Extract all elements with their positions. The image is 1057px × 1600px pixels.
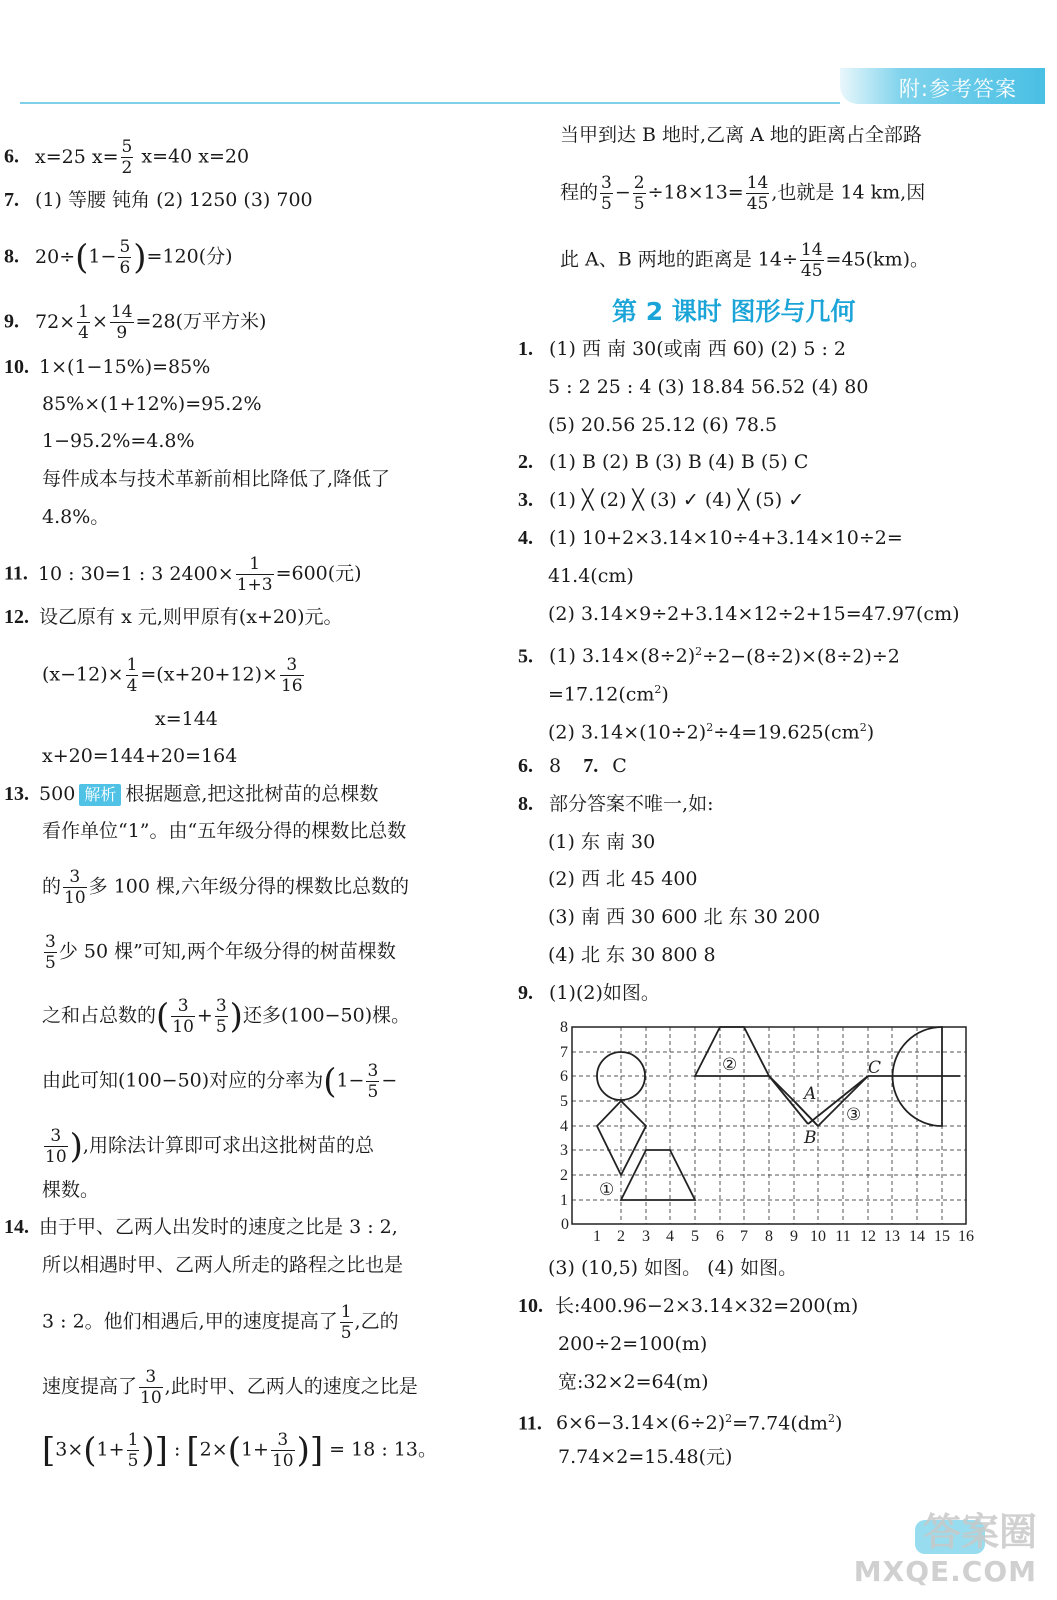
q-number: 14. (4, 1216, 29, 1238)
right-q5-l1: 5. (1) $3.14\times(8\div 2)^2\div 2-(8\div 2)\times(8\div 2)\div 2$ (518, 645, 900, 668)
fraction: $\frac{3}{5}$ (45, 932, 56, 973)
left-q13-l1: 13. 500 解析 根据题意,把这批树苗的总棵数 (4, 783, 379, 805)
q-number: 13. (4, 783, 29, 805)
svg-text:16: 16 (958, 1228, 974, 1245)
q14-line2: 所以相遇时甲、乙两人所走的路程之比也是 (42, 1254, 404, 1276)
svg-text:3: 3 (560, 1142, 568, 1159)
svg-text:7: 7 (560, 1044, 568, 1061)
q10-line5: 4.8%。 (42, 506, 110, 528)
q14-line3: 3 : 2。他们相遇后,甲的速度提高了 $\frac{1}{5}$ ,乙的 (42, 1302, 399, 1343)
right-q11-l1: 11. $6\times 6-3.14\times(6\div 2)^2=7.74(dm^2)$ (518, 1412, 843, 1435)
q-number: 9. (4, 310, 19, 333)
q8-line1: (1) 东 南 30 (548, 831, 656, 853)
fraction: $\frac{14}{45}$ (800, 240, 823, 281)
svg-text:10: 10 (810, 1228, 826, 1245)
q10-line3: 1−95.2%=4.8% (42, 430, 195, 452)
q13-line7: $\frac{3}{10}$ ),用除法计算即可求出这批树苗的总 (45, 1126, 374, 1167)
q-number: 3. (518, 489, 533, 511)
fraction: $\frac{3}{5}$ (367, 1061, 379, 1102)
left-q9: 9. 72× $\frac{1}{4}$ × $\frac{14}{9}$ =28(万平方米) (4, 302, 267, 343)
svg-text:4: 4 (560, 1118, 568, 1135)
q8-line3: (3) 南 西 30 600 北 东 30 200 (548, 906, 821, 928)
left-q6 (4, 137, 249, 178)
q13-line2: 看作单位“1”。由“五年级分得的棵数比总数 (42, 820, 407, 842)
label-shape-3: ③ (846, 1105, 862, 1125)
svg-text:9: 9 (790, 1228, 798, 1245)
q-number: 10. (4, 356, 29, 378)
q-number: 4. (518, 527, 533, 549)
x-axis-ticks (561, 1216, 974, 1245)
svg-text:8: 8 (560, 1019, 568, 1036)
svg-text:2: 2 (617, 1228, 625, 1245)
fraction: $\frac{3}{5}$ (215, 996, 227, 1037)
section-title: 第 2 课时 图形与几何 (612, 297, 856, 326)
grid (572, 1027, 966, 1224)
svg-text:14: 14 (909, 1228, 925, 1245)
fraction: $\frac{1}{4}$ (126, 655, 138, 696)
q14-line5: [3×(1+ $\frac{1}{5}$ )] : [2×(1+ $\frac{3}{10}$ )] = 18 : 13。 (42, 1430, 437, 1471)
label-point-b: B (804, 1128, 817, 1148)
svg-text:6: 6 (716, 1228, 724, 1245)
q5-line3: (2) $3.14\times(10\div 2)^2\div 4=19.625(cm^2)$ (548, 721, 875, 744)
label-shape-1: ① (599, 1180, 615, 1200)
q-number: 5. (518, 645, 533, 668)
fraction: $\frac{3}{16}$ (280, 655, 303, 696)
q-number: 11. (4, 562, 28, 585)
q4-line2: 41.4(cm) (548, 565, 634, 587)
svg-text:6: 6 (560, 1068, 568, 1085)
svg-text:0: 0 (561, 1216, 569, 1233)
q8-line4: (4) 北 东 30 800 8 (548, 944, 716, 966)
coordinate-grid-figure (550, 1012, 980, 1247)
svg-text:1: 1 (560, 1192, 568, 1209)
watermark: 答案圈 MXQE.COM (853, 1510, 1037, 1588)
q13-line4: $\frac{3}{5}$ 少 50 棵”可知,两个年级分得的树苗棵数 (45, 932, 396, 973)
q12-equation: (x−12)× $\frac{1}{4}$ =(x+20+12)× $\frac{3}{16}$ (42, 655, 303, 696)
q6-text: x=25 x= (35, 145, 119, 168)
right-top-line1: 当甲到达 B 地时,乙离 A 地的距离占全部路 (560, 124, 922, 146)
svg-text:11: 11 (835, 1228, 851, 1245)
right-q10-l1: 10. 长:400.96−2×3.14×32=200(m) (518, 1295, 859, 1317)
svg-text:5: 5 (560, 1093, 568, 1110)
q-number: 12. (4, 606, 29, 628)
fraction: $\frac{3}{10}$ (140, 1367, 162, 1408)
q-number: 9. (518, 982, 533, 1004)
q12-line4: x+20=144+20=164 (42, 745, 238, 767)
q-number: 11. (518, 1412, 542, 1435)
q-number: 2. (518, 451, 533, 473)
right-q6-q7: 6. 8 7. C (518, 755, 627, 777)
svg-text:12: 12 (860, 1228, 876, 1245)
q6-text2: x=40 x=20 (135, 145, 250, 168)
svg-text:13: 13 (884, 1228, 900, 1245)
fraction: $\frac{2}{5}$ (633, 173, 645, 214)
fraction: $\frac{3}{10}$ (172, 996, 194, 1037)
svg-text:2: 2 (560, 1167, 568, 1184)
left-q12: 12. 设乙原有 x 元,则甲原有(x+20)元。 (4, 606, 343, 628)
y-axis-ticks (560, 1019, 568, 1209)
q13-line8: 棵数。 (42, 1179, 100, 1201)
q1-line2: 5 : 2 25 : 4 (3) 18.84 56.52 (4) 80 (548, 376, 869, 398)
right-q2: 2. (1) B (2) B (3) B (4) B (5) C (518, 451, 809, 473)
q13-line6: 由此可知(100−50)对应的分率为(1− $\frac{3}{5}$ − (42, 1061, 398, 1102)
left-q10: 10. 1×(1−15%)=85% (4, 356, 211, 378)
left-q11: 11. 10 : 30=1 : 3 2400× $\frac{1}{1+3}$ =600(元) (4, 554, 362, 595)
fraction: $\frac{5}{6}$ (119, 237, 131, 278)
label-shape-2: ② (722, 1055, 738, 1075)
fraction: $\frac{5}{2}$ (121, 137, 133, 178)
q-number: 7. (4, 189, 19, 211)
left-q7 (4, 187, 313, 213)
right-top-line2: 程的 $\frac{3}{5}$ − $\frac{2}{5}$ ÷18×13= $\frac{14}{45}$ ,也就是 14 km,因 (560, 173, 926, 214)
svg-text:1: 1 (593, 1228, 601, 1245)
q-number: 8. (4, 245, 19, 268)
q10-line3: 宽:32×2=64(m) (558, 1371, 709, 1393)
fraction: $\frac{1}{4}$ (78, 302, 89, 343)
fraction: $\frac{14}{45}$ (746, 173, 769, 214)
svg-text:15: 15 (934, 1228, 950, 1245)
q8-line2: (2) 西 北 45 400 (548, 868, 698, 890)
fraction: $\frac{1}{5}$ (340, 1302, 352, 1343)
q10-line2: 200÷2=100(m) (558, 1333, 708, 1355)
right-q9-l0: 9. (1)(2)如图。 (518, 982, 660, 1004)
svg-text:5: 5 (691, 1228, 699, 1245)
fraction: $\frac{3}{10}$ (64, 867, 86, 908)
q14-line4: 速度提高了 $\frac{3}{10}$ ,此时甲、乙两人的速度之比是 (42, 1367, 418, 1408)
segment-to-b (769, 1076, 808, 1124)
fraction: $\frac{1}{1+3}$ (236, 554, 273, 595)
q13-line5: 之和占总数的( $\frac{3}{10}$ + $\frac{3}{5}$ )还多(100−50)棵。 (42, 996, 411, 1037)
right-q8-l0: 8. 部分答案不唯一,如: (518, 793, 714, 815)
fraction: $\frac{3}{10}$ (45, 1126, 67, 1167)
header-tab-label: 附:参考答案 (898, 77, 1017, 101)
q9-after-figure: (3) (10,5) 如图。 (4) 如图。 (548, 1257, 798, 1279)
q7-text: (1) 等腰 钝角 (2) 1250 (3) 700 (35, 189, 313, 211)
right-q4-l1: 4. (1) 10+2×3.14×10÷4+3.14×10÷2= (518, 527, 903, 549)
header-tab (840, 68, 1045, 104)
q13-line3: 的 $\frac{3}{10}$ 多 100 棵,六年级分得的棵数比总数的 (42, 867, 410, 908)
svg-text:3: 3 (642, 1228, 650, 1245)
fraction: $\frac{14}{9}$ (110, 302, 133, 343)
svg-text:7: 7 (740, 1228, 748, 1245)
q12-line3: x=144 (155, 708, 218, 730)
q-number: 8. (518, 793, 533, 815)
q-number: 6. (518, 755, 533, 777)
q11-line2: 7.74×2=15.48(元) (558, 1446, 733, 1468)
q-number: 6. (4, 145, 19, 168)
fraction: $\frac{3}{5}$ (601, 173, 612, 214)
right-q3: 3. (1) ╳ (2) ╳ (3) ✓ (4) ╳ (5) ✓ (518, 489, 805, 511)
q-number: 10. (518, 1295, 543, 1317)
left-q14-l1: 14. 由于甲、乙两人出发时的速度之比是 3 : 2, (4, 1216, 398, 1238)
q4-line3: (2) 3.14×9÷2+3.14×12÷2+15=47.97(cm) (548, 603, 960, 625)
q-number: 7. (583, 755, 599, 777)
q10-line4: 每件成本与技术革新前相比降低了,降低了 (42, 468, 391, 490)
label-point-a: A (804, 1084, 817, 1104)
q1-line3: (5) 20.56 25.12 (6) 78.5 (548, 414, 778, 436)
analysis-tag: 解析 (79, 784, 121, 806)
svg-text:8: 8 (765, 1228, 773, 1245)
q10-line2: 85%×(1+12%)=95.2% (42, 393, 262, 415)
q5-line2: $=17.12(cm^2)$ (548, 683, 669, 706)
label-point-c: C (868, 1058, 882, 1078)
fraction: $\frac{1}{5}$ (127, 1430, 139, 1471)
fraction: $\frac{3}{10}$ (271, 1430, 294, 1471)
right-q1-l1: 1. (1) 西 南 30(或南 西 60) (2) 5 : 2 (518, 338, 846, 360)
svg-text:4: 4 (666, 1228, 674, 1245)
header-rule (20, 102, 840, 104)
left-q8: 8. 20÷(1− $\frac{5}{6}$ )=120(分) (4, 237, 233, 278)
right-top-line3: 此 A、B 两地的距离是 14÷ $\frac{14}{45}$ =45(km)。 (560, 240, 929, 281)
q-number: 1. (518, 338, 533, 360)
